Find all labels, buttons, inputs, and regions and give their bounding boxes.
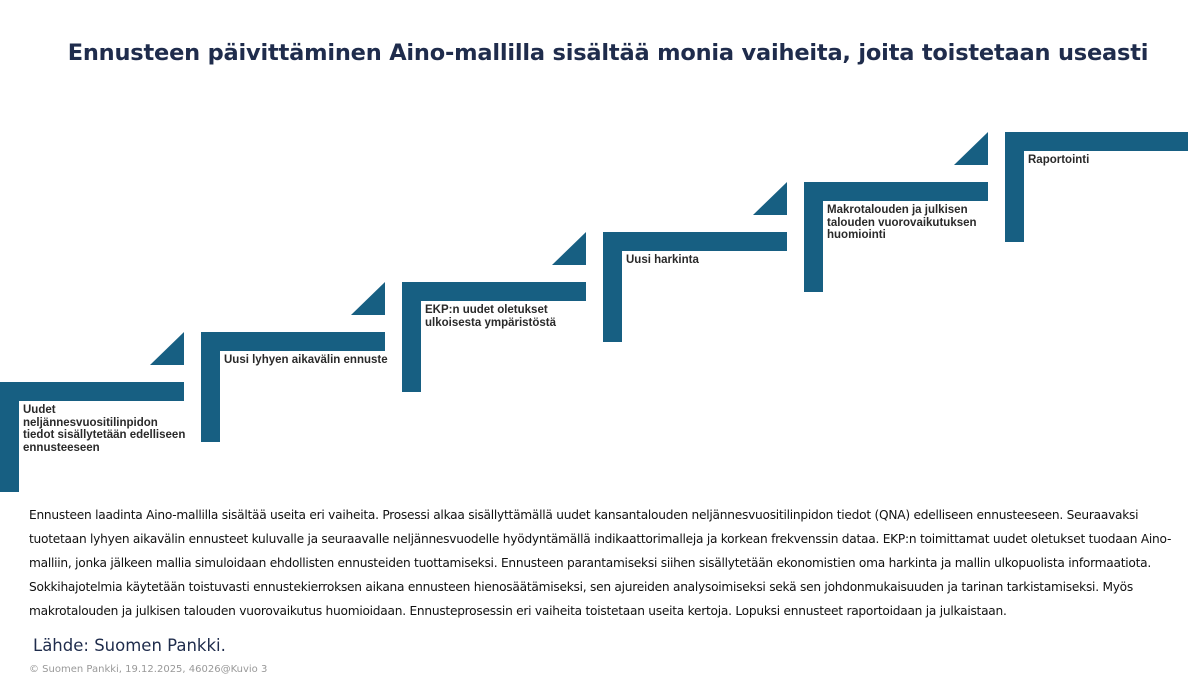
step-bar-vertical	[804, 182, 823, 292]
step-bar-vertical	[402, 282, 421, 392]
process-step-1	[0, 382, 184, 492]
step-bar-horizontal	[0, 382, 184, 401]
source-note: Lähde: Suomen Pankki.	[33, 636, 226, 655]
diagram-title: Ennusteen päivittäminen Aino-mallilla sisältää monia vaiheita, joita toistetaan useasti	[67, 40, 1149, 66]
step-bar-horizontal	[201, 332, 385, 351]
process-step-4	[603, 232, 787, 342]
step-label: Raportointi	[1028, 154, 1090, 166]
step-label: Uusi lyhyen aikavälin ennuste	[224, 354, 388, 366]
process-step-3	[402, 282, 586, 392]
description-text: Ennusteen laadinta Aino-mallilla sisältää useita eri vaiheita. Prosessi alkaa sisällyttämällä uudet kansantalouden neljännesvuositilinpidon tiedot (QNA) edelliseen ennusteeseen. Seuraavaksi tuotetaan lyhyen aikavälin ennusteet kuluvalle ja seuraavalle neljännesvuodelle hyödyntämällä indikaattorimalleja ja korkean frekvenssin dataa. EKP:n toimittamat uudet oletukset tuodaan Aino-malliin, jonka jälkeen mallia simuloidaan ehdollisten ennusteiden tuottamiseksi. Ennusteen parantamiseksi siihen sisällytetään ekonomistien oma harkinta ja mallin ulkopuolista informaatiota. Sokkihajotelmia käytetään toistuvasti ennustekierroksen aikana ennusteen hienosäätämiseksi, sen ajureiden analysoimiseksi sekä sen johdonmukaisuuden ja tarinan tarkistamiseksi. Myös makrotalouden ja julkisen talouden vuorovaikutus huomioidaan. Ennusteprosessin eri vaiheita toistetaan useita kertoja. Lopuksi ennusteet raportoidaan ja julkaistaan.	[29, 508, 1172, 618]
step-arrow-triangle	[954, 132, 988, 165]
step-bar-vertical	[603, 232, 622, 342]
step-label: Uusi harkinta	[626, 254, 699, 266]
step-bar-horizontal	[603, 232, 787, 251]
step-label: EKP:n uudet oletukset ulkoisesta ympäristöstä	[425, 304, 557, 329]
copyright-note: © Suomen Pankki, 19.12.2025, 46026@Kuvio 3	[29, 664, 268, 675]
step-arrow-triangle	[351, 282, 385, 315]
step-bar-horizontal	[804, 182, 988, 201]
step-label: Makrotalouden ja julkisen talouden vuorovaikutuksen huomiointi	[827, 204, 977, 241]
process-step-2	[201, 332, 388, 442]
step-bar-vertical	[0, 382, 19, 492]
step-arrow-triangle	[552, 232, 586, 265]
step-bar-vertical	[201, 332, 220, 442]
process-step-6	[1005, 132, 1188, 242]
step-arrow-triangle	[753, 182, 787, 215]
step-bar-vertical	[1005, 132, 1024, 242]
process-step-5	[804, 182, 988, 292]
step-label: Uudet neljännesvuositilinpidon tiedot sisällytetään edelliseen ennusteeseen	[23, 404, 186, 454]
step-arrow-triangle	[150, 332, 184, 365]
step-bar-horizontal	[1005, 132, 1188, 151]
step-bar-horizontal	[402, 282, 586, 301]
